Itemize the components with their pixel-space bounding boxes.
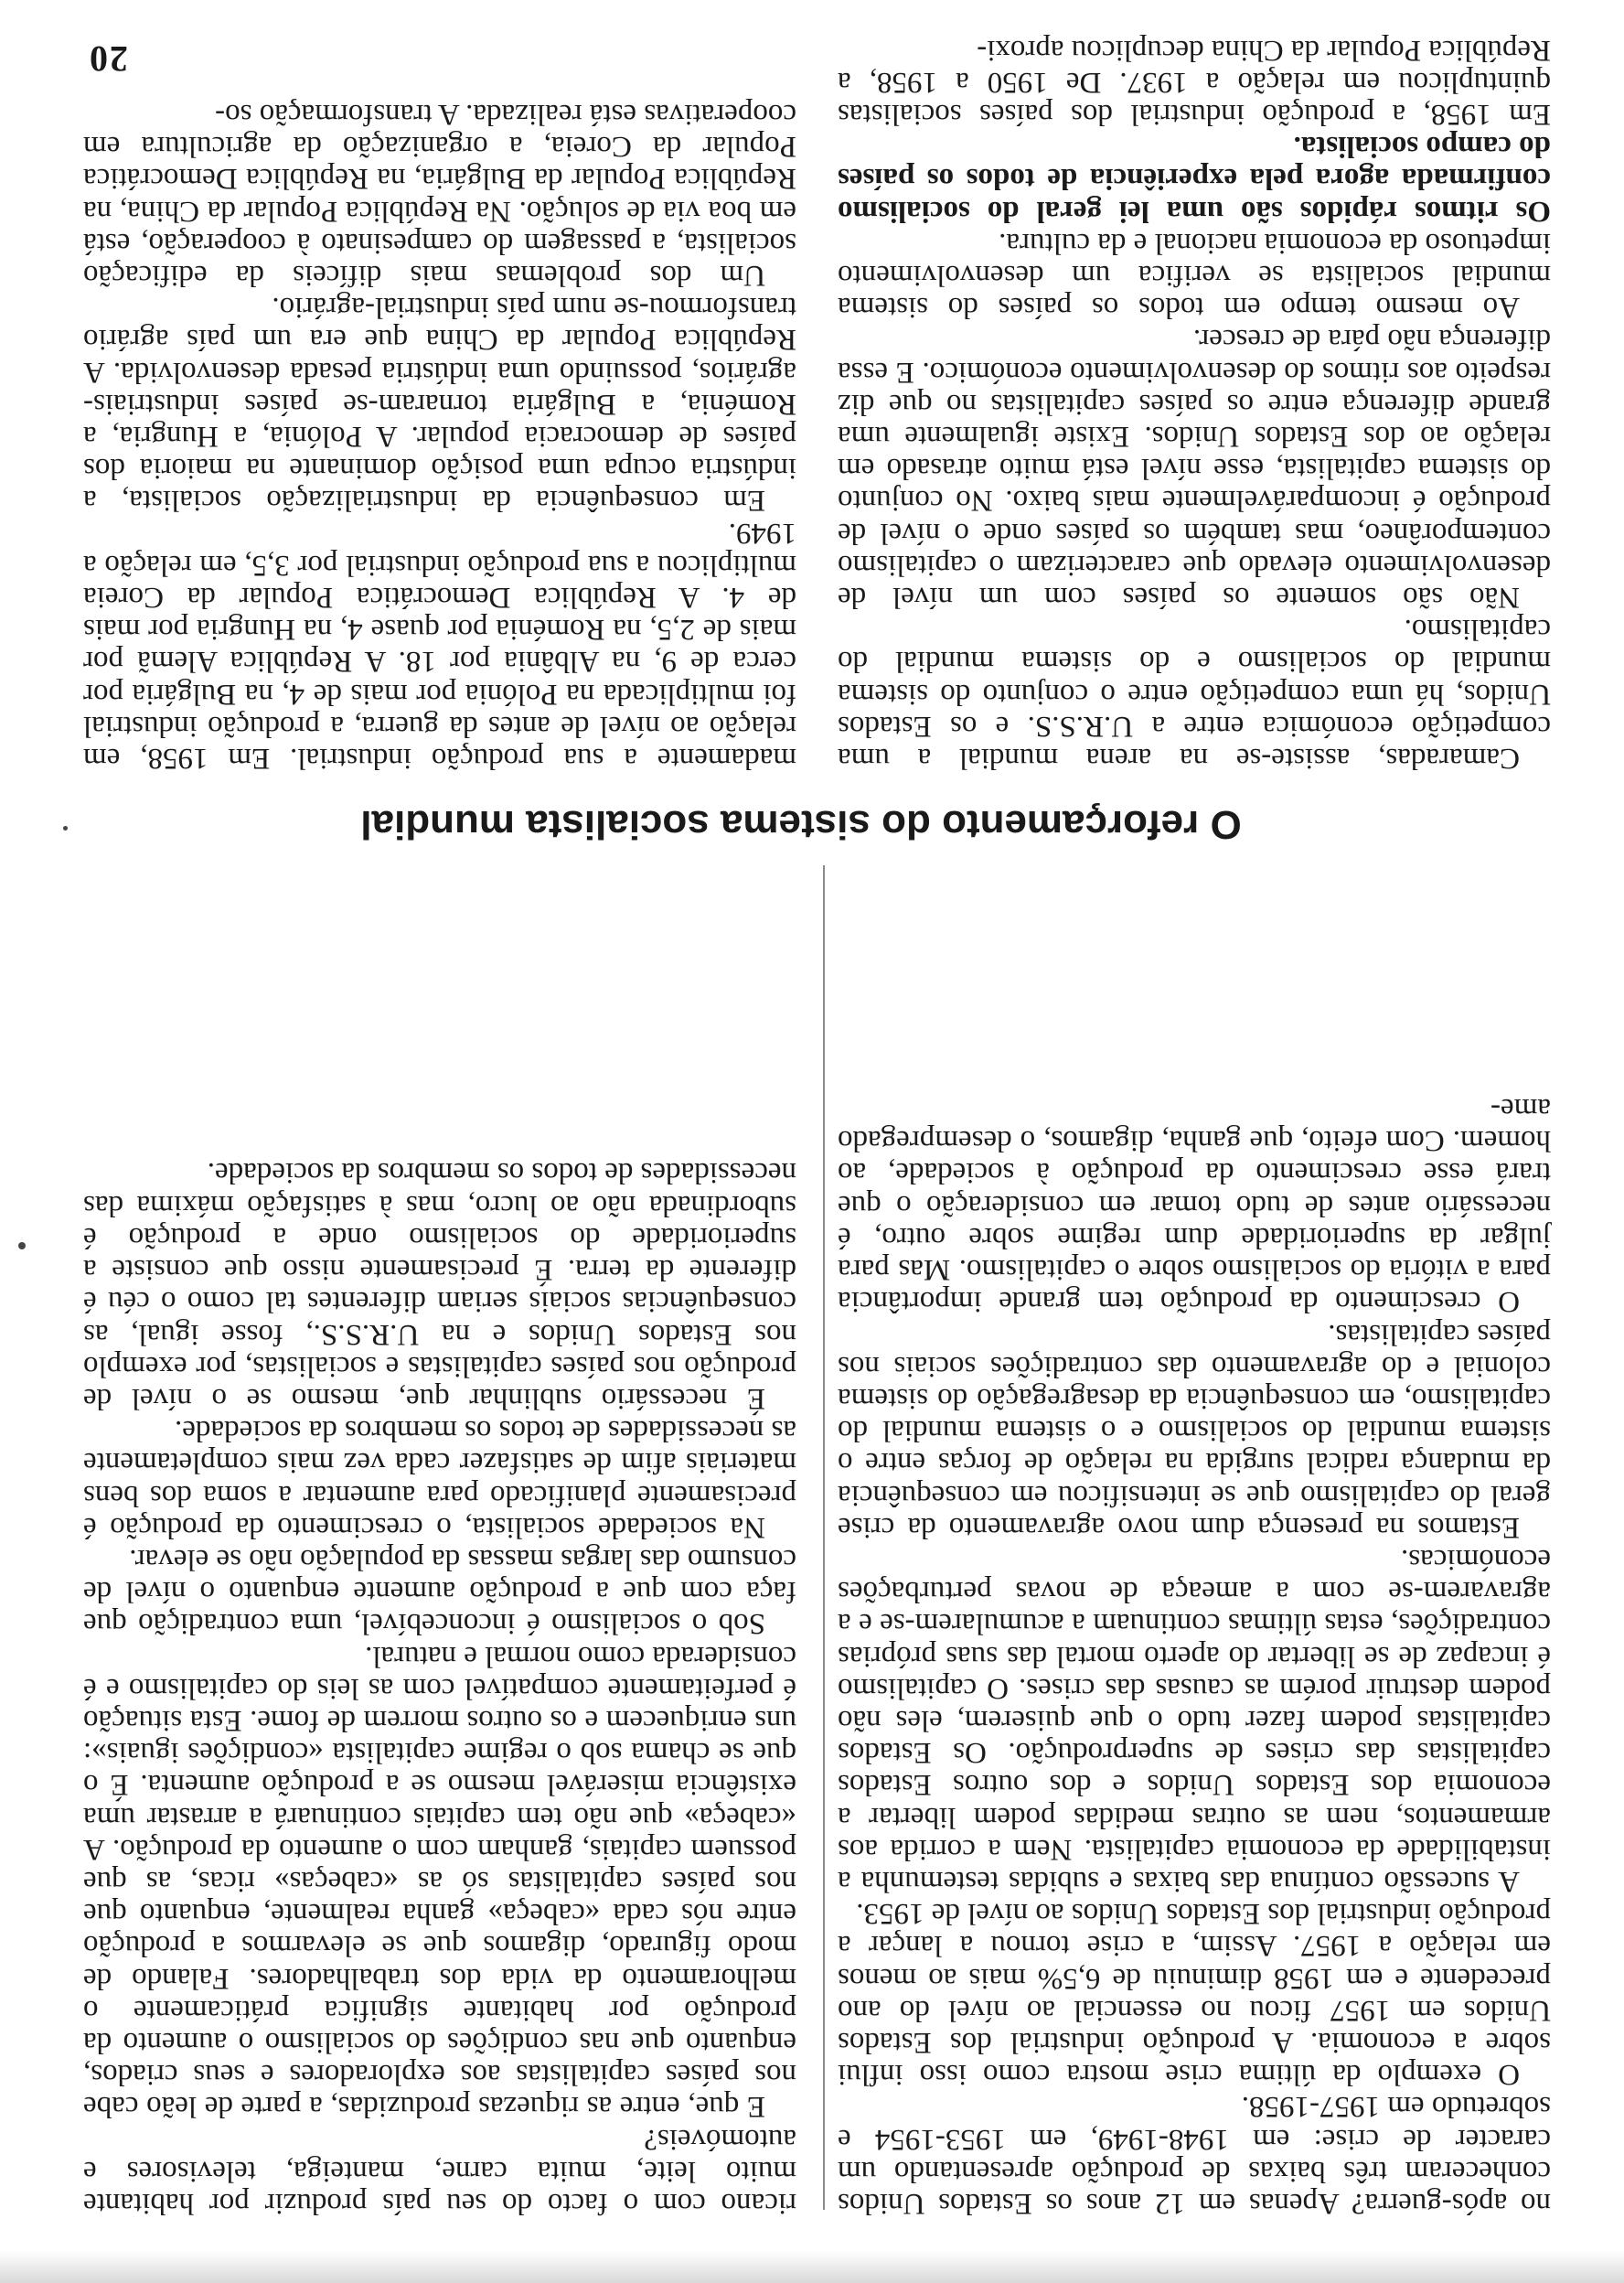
paragraph: ricano com o facto do seu país produzir por habitante muito leite, muita carne, manteiga, televisores e automóveis? (83, 2122, 796, 2220)
paragraph: Sob o socialismo é inconcebível, uma contradição que faça com que a produção aumente enquanto o nível de consumo das largas massas da população não se elevar. (83, 1542, 796, 1641)
paragraph: madamente a sua produção industrial. Em 1958, em relação ao nível de antes da guerra, a produção industrial foi multiplicada na Polónia por mais de 4, na Bulgária por cerca de 9, na Albânia por 18. A República Alemã por mais de 2,5, na Roménia por quase 4, na Hungria por mais de 4. A República Democrática Popular da Coreia multiplicou a sua produção industrial por 3,5, em relação a 1949. (83, 516, 796, 775)
paragraph: no após-guerra? Apenas em 12 anos os Estados Unidos conheceram três baixas de produção apresentando um caracter de crise: em 1948-1949, em 1953-1954 e sobretudo em 1957-1958. (838, 2090, 1551, 2220)
paragraph: A sucessão contínua das baixas e subidas testemunha a instabilidade da economia capitalista. Nem a corrida aos armamentos, nem as outras medidas podem libertar a economia dos Estados Unidos e dos outros Estados capitalistas das crises de superprodução. Os Estados capitalistas podem fazer tudo o que quiserem, eles não podem destruir porém as causas das crises. O capitalismo é incapaz de se libertar do aperto mortal das suas próprias contradições, estas últimas continuam a acumularem-se e a agravarem-se com a ameaça de novas perturbações económicas. (838, 1542, 1551, 1898)
scan-speck (18, 1242, 26, 1249)
upper-right-column (83, 810, 796, 2219)
paragraph: Estamos na presença dum novo agravamento da crise geral do capitalismo que se intensificou em consequência da mudança radical surgida na relação de forças entre o sistema mundial do socialismo e o sistema mundial do capitalismo, em consequência da desagregação do sistema colonial e do agravamento das contradições sociais nos países capitalistas. (838, 1317, 1551, 1544)
page-number: 20 (88, 38, 128, 80)
paragraph: Ao mesmo tempo em todos os países do sistema mundial socialista se verifica um desenvolvimento impetuoso da economia nacional e da cultura. (838, 226, 1551, 325)
paragraph: Em 1958, a produção industrial dos países socialistas quintuplicou em relação a 1937. De 1950 a 1958, a República Popular da China decuplicou aproxi- (838, 33, 1551, 131)
paragraph: Camaradas, assiste-se na arena mundial a uma competição económica entre a U.R.S.S. e os Estados Unidos, há uma competição entre o conjunto do sistema mundial do socialismo e do sistema mundial do capitalismo. (838, 613, 1551, 775)
scan-edge-shadow (0, 2250, 1624, 2283)
column-divider (823, 865, 825, 2210)
paragraph: Um dos problemas mais difíceis da edificação socialista, a passagem do campesinato à cooperação, está em boa via de solução. Na República Popular da China, na República Popular da Bulgária, na República Democrática Popular da Coreia, a organização da agricultura em cooperativas está realizada. A transformação so- (83, 97, 796, 292)
paragraph: E que, entre as riquezas produzidas, a parte de leão cabe nos países capitalistas aos exploradores e seus criados, enquanto que nas condições do socialismo o aumento da produção por habitante significa práticamente o melhoramento da vida dos trabalhadores. Falando de modo figurado, digamos que se elevarmos a produção entre nós cada «cabeça» ganha realmente, enquanto que nos países capitalistas só as «cabeças» ricas, as que possuem capitais, ganham com o aumento da produção. A «cabeça» que não tem capitais continuará a arrastar uma existência miserável mesmo se a produção aumenta. É o que se chama sob o regime capitalista «condições iguais»: uns enriquecem e os outros morrem de fome. Esta situação é perfeitamente compatível com as leis do capitalismo e é considerada como normal e natural. (83, 1639, 796, 2124)
paragraph: Na sociedade socialista, o crescimento da produção é precisamente planificado para aumentar a soma dos bens materiais afim de satisfazer cada vez mais completamente as necessidades de todos os membros da sociedade. (83, 1414, 796, 1544)
lower-left-column (838, 33, 1551, 775)
section-heading: O reforçamento do sistema socialista mundial (360, 802, 1242, 847)
scan-speck (63, 826, 68, 831)
upper-left-column (838, 810, 1551, 2219)
paragraph: O exemplo da última crise mostra como isso influi sobre a economia. A produção industrial dos Estados Unidos em 1957 ficou no essencial ao nível do ano precedente e em 1958 diminuiu de 6,5% mais ao menos em relação a 1957. Assim, a crise tornou a lançar a produção industrial dos Estados Unidos ao nível de 1953. (838, 1897, 1551, 2092)
paragraph: O crescimento da produção tem grande importância para a vitória do socialismo sobre o capitalismo. Mas para julgar da superioridade dum regime sobre outro, é necessário antes de tudo tomar em consideração o que trará esse crescimento da produção à sociedade, ao homem. Com efeito, que ganha, digamos, o desempregado ame- (838, 1092, 1551, 1319)
paragraph: É necessário sublinhar que, mesmo se o nível de produção nos países capitalistas e socialistas, por exemplo nos Estados Unidos e na U.R.S.S., fosse igual, as consequências sociais seriam diferentes tal como o céu é diferente da terra. É precisamente nisso que consiste a superioridade do socialismo onde a produção é subordinada não ao lucro, mas à satisfação máxima das necessidades de todos os membros da sociedade. (83, 1156, 796, 1415)
paragraph: Não são somente os países com um nível de desenvolvimento elevado que caracterizam o capitalismo contemporâneo, mas também os países onde o nível de produção é incomparávelmente mais baixo. No conjunto do sistema capitalista, esse nível está muito atrasado em relação ao dos Estados Unidos. Existe igualmente uma grande diferença entre os países capitalistas no que diz respeito aos ritmos do desenvolvimento económico. E essa diferença não pára de crescer. (838, 323, 1551, 614)
lower-right-column (83, 51, 796, 774)
bold-statement: Os ritmos rápidos são uma lei geral do socialismo confirmada agora pela experiência de todos os países do campo socialista. (838, 130, 1551, 228)
paragraph: Em consequência da industrialização socialista, a indústria ocupa uma posição dominante na maioria dos países de democracia popular. A Polónia, a Hungria, a Roménia, a Bulgária tornaram-se países industriais-agrários, possuindo uma indústria pesada desenvolvida. A República Popular da China que era um país agrário transformou-se num país industrial-agrário. (83, 291, 796, 518)
